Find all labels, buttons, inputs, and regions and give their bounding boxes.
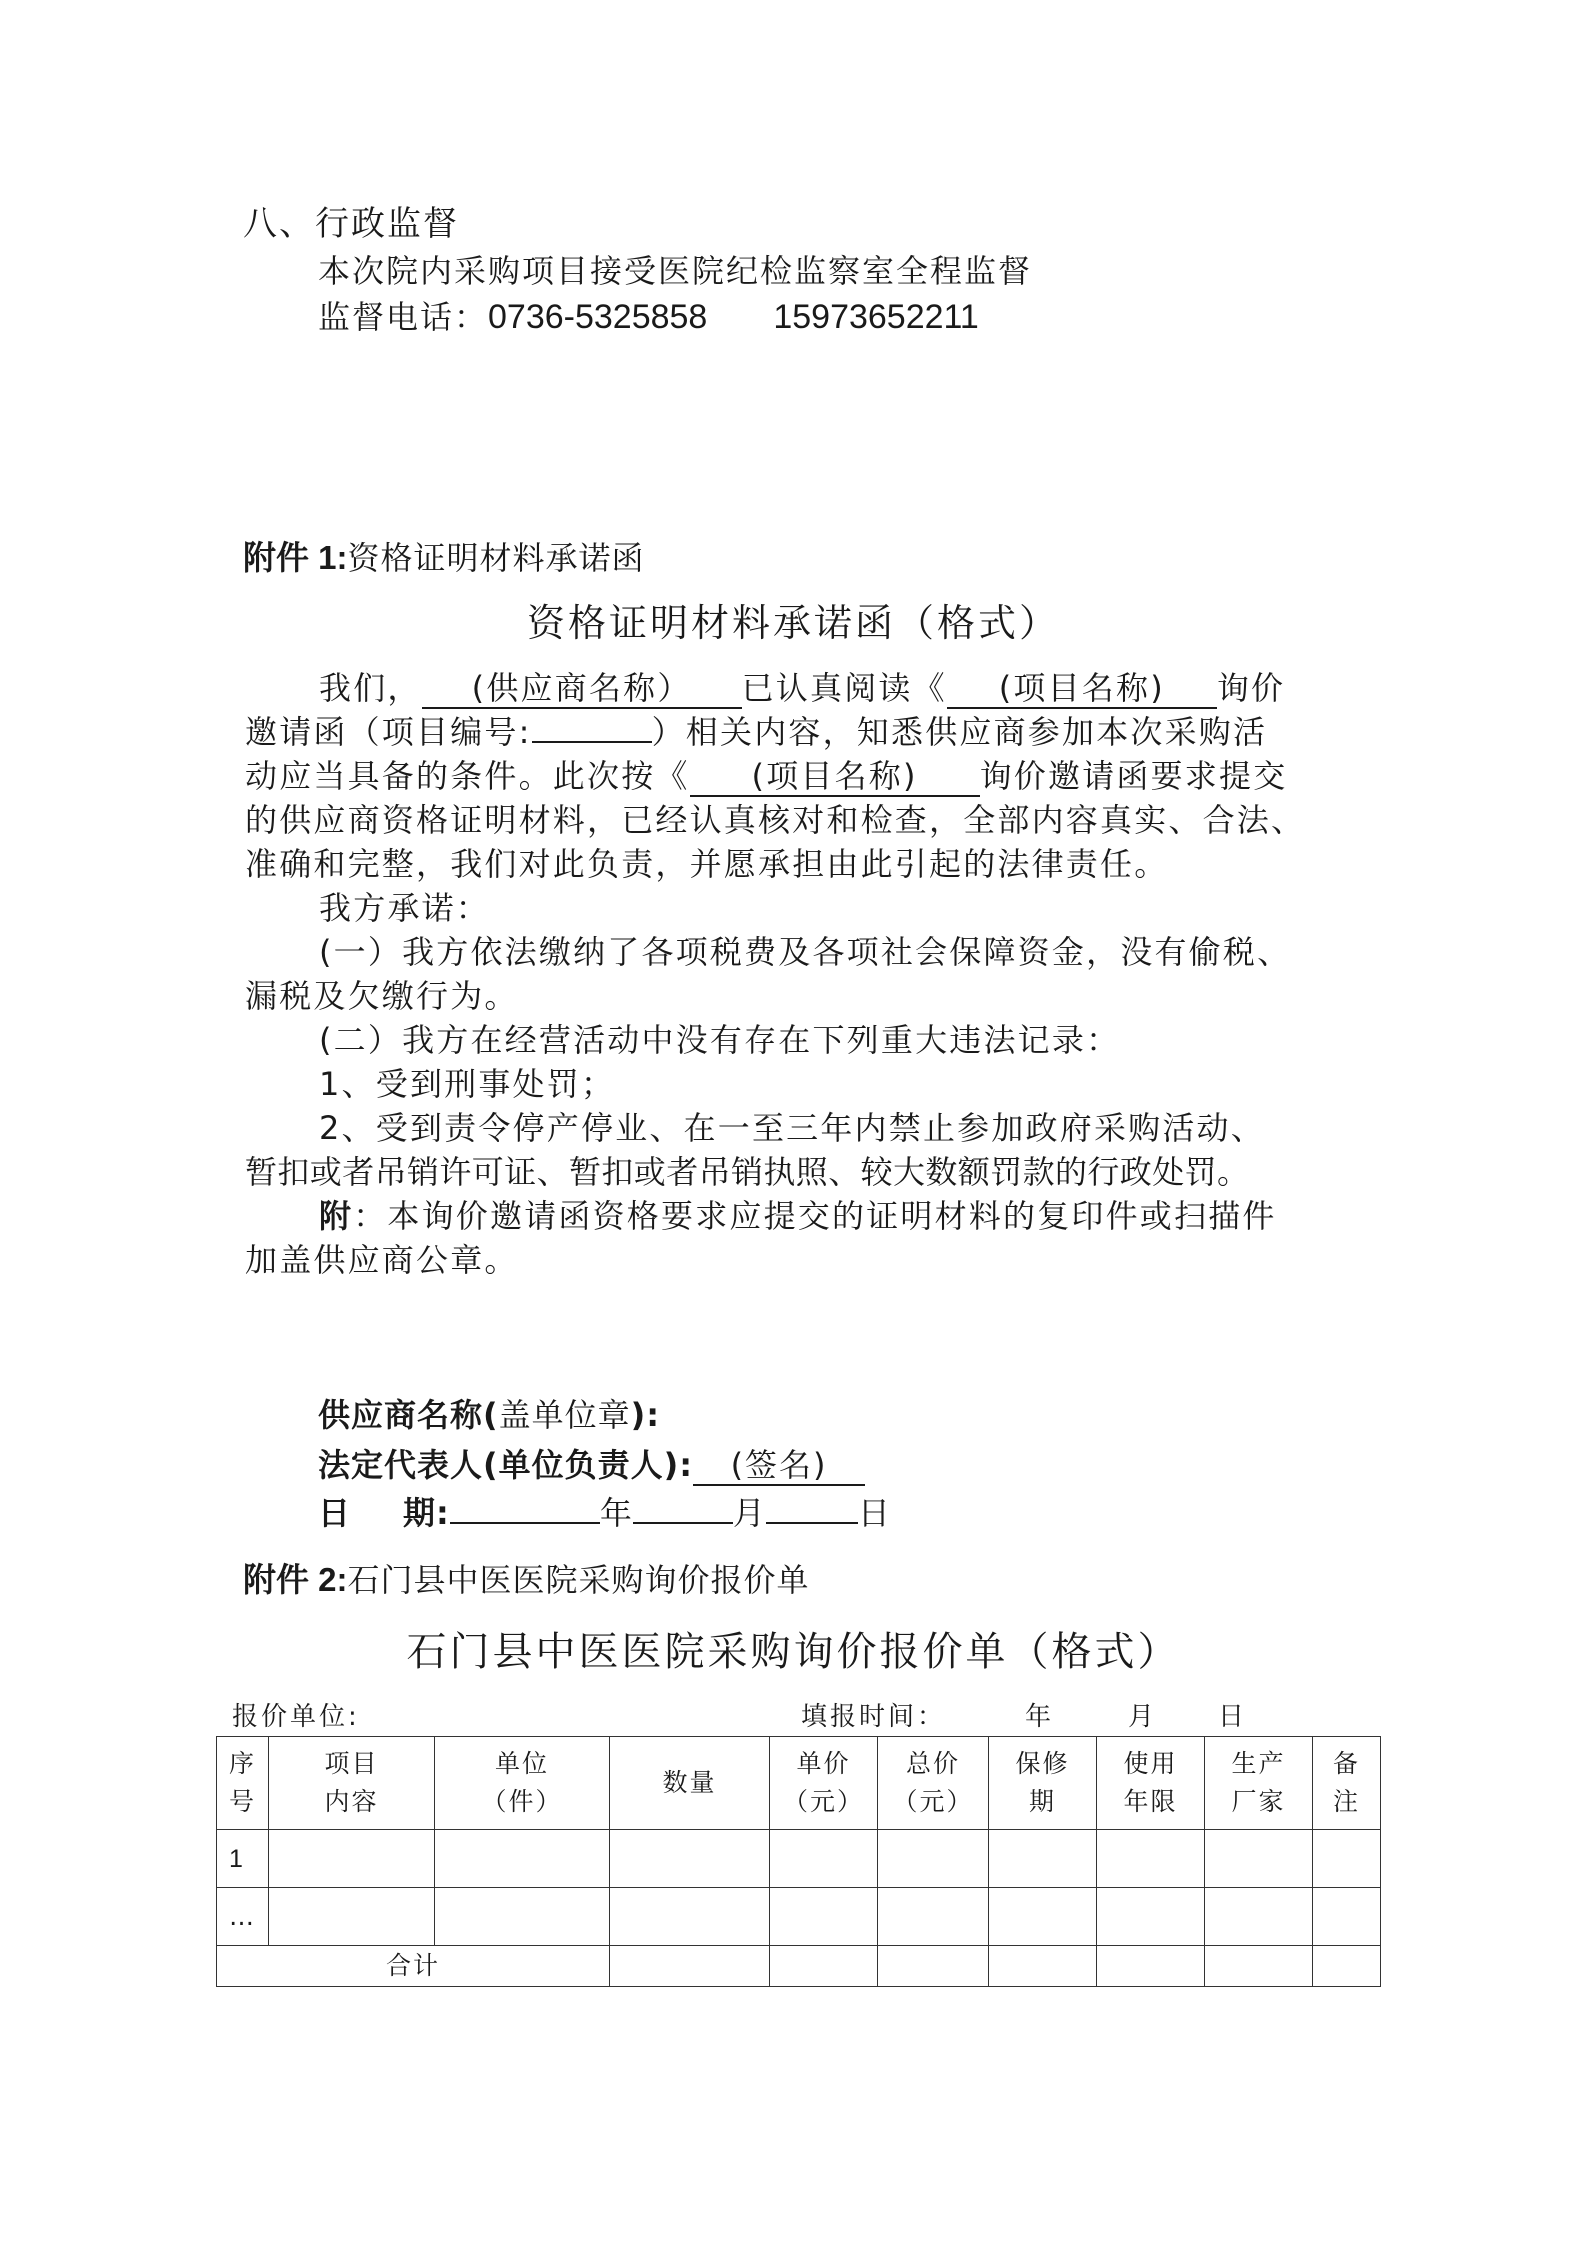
supervision-line: 本次院内采购项目接受医院纪检监察室全程监督 — [318, 252, 1033, 290]
year-blank — [450, 1522, 600, 1524]
quote-table — [216, 1736, 1381, 1987]
table-total-row — [217, 1946, 1381, 1987]
fill-day-label: 日 — [1218, 1702, 1248, 1732]
fill-year-label: 年 — [1025, 1702, 1055, 1732]
attachment1-title: 资格证明材料承诺函（格式） — [526, 601, 1060, 645]
commitment-body — [245, 666, 1355, 1282]
phone-2: 15973652211 — [773, 298, 979, 336]
header-cell: 项目 内容 — [269, 1737, 435, 1830]
phone-label: 监督电话： — [318, 298, 489, 336]
item1-line-b: 漏税及欠缴行为。 — [245, 977, 519, 1015]
attachment1-label-bold: 附件 1: — [243, 539, 348, 576]
table-header-row — [217, 1737, 1381, 1830]
body-line-5: 准确和完整，我们对此负责，并愿承担由此引起的法律责任。 — [245, 845, 1169, 883]
attachment2-label-text: 石门县中医医院采购询价报价单 — [347, 1561, 810, 1599]
row-number: … — [217, 1888, 269, 1946]
row-number: 1 — [217, 1830, 269, 1888]
table-row — [217, 1888, 1381, 1946]
header-cell: 保修 期 — [989, 1737, 1097, 1830]
header-cell: 序 号 — [217, 1737, 269, 1830]
project-number-blank — [532, 741, 652, 743]
body-line-4: 的供应商资格证明材料，已经认真核对和检查，全部内容真实、合法、 — [245, 801, 1306, 839]
header-cell: 生产 厂家 — [1205, 1737, 1313, 1830]
body-line-1: 我们， (供应商名称） 已认真阅读《 (项目名称) 询价 — [319, 669, 1286, 707]
attachment2-label-bold: 附件 2: — [243, 1561, 348, 1598]
note-bold: 附 — [319, 1197, 354, 1235]
attachment2-label — [243, 1554, 810, 1601]
item2-line: (二）我方在经营活动中没有存在下列重大违法记录： — [319, 1021, 1121, 1059]
body-line-3: 动应当具备的条件。此次按《 (项目名称) 询价邀请函要求提交 — [245, 757, 1288, 795]
note-line-b: 加盖供应商公章。 — [245, 1241, 519, 1279]
project-name-blank-2: (项目名称) — [690, 757, 980, 797]
item2-2-line-a: 2、受到责令停产停业、在一至三年内禁止参加政府采购活动、 — [319, 1109, 1265, 1147]
header-cell: 总价 （元） — [878, 1737, 989, 1830]
item2-1-line: 1、受到刑事处罚； — [319, 1065, 616, 1103]
day-blank — [766, 1522, 858, 1524]
attachment1-label-text: 资格证明材料承诺函 — [347, 539, 645, 577]
project-name-blank: (项目名称) — [947, 669, 1217, 709]
table-row — [217, 1830, 1381, 1888]
sig-supplier-line: 供应商名称(盖单位章): — [318, 1396, 661, 1434]
quote-unit-label: 报价单位: — [232, 1702, 360, 1732]
header-cell: 备 注 — [1313, 1737, 1381, 1830]
attachment2-title: 石门县中医医院采购询价报价单（格式） — [406, 1629, 1181, 1675]
item2-2-line-b: 暂扣或者吊销许可证、暂扣或者吊销执照、较大数额罚款的行政处罚。 — [245, 1153, 1250, 1191]
phone-1: 0736-5325858 — [488, 298, 708, 336]
body-line-2: 邀请函（项目编号: ）相关内容，知悉供应商参加本次采购活 — [245, 713, 1268, 751]
header-cell: 数量 — [610, 1737, 770, 1830]
total-label: 合计 — [217, 1946, 610, 1987]
month-blank — [633, 1522, 733, 1524]
signature-blank: (签名) — [693, 1446, 865, 1486]
fill-time-label: 填报时间： — [801, 1702, 947, 1732]
sig-rep-line: 法定代表人(单位负责人): (签名) — [318, 1440, 865, 1486]
item1-line-a: (一）我方依法缴纳了各项税费及各项社会保障资金，没有偷税、 — [319, 933, 1292, 971]
fill-month-label: 月 — [1128, 1702, 1158, 1732]
attachment1-label — [243, 532, 645, 579]
sig-date-line: 日 期: 年 月 日 — [318, 1494, 891, 1532]
supplier-name-blank: (供应商名称） — [422, 669, 742, 709]
note-line-a: 附：本询价邀请函资格要求应提交的证明材料的复印件或扫描件 — [319, 1197, 1277, 1235]
supervision-phone-line — [318, 292, 979, 338]
header-cell: 单位 （件） — [435, 1737, 610, 1830]
header-cell: 单价 （元） — [770, 1737, 878, 1830]
header-cell: 使用 年限 — [1097, 1737, 1205, 1830]
section8-heading: 八、行政监督 — [243, 204, 459, 244]
commit-intro: 我方承诺： — [319, 889, 491, 927]
